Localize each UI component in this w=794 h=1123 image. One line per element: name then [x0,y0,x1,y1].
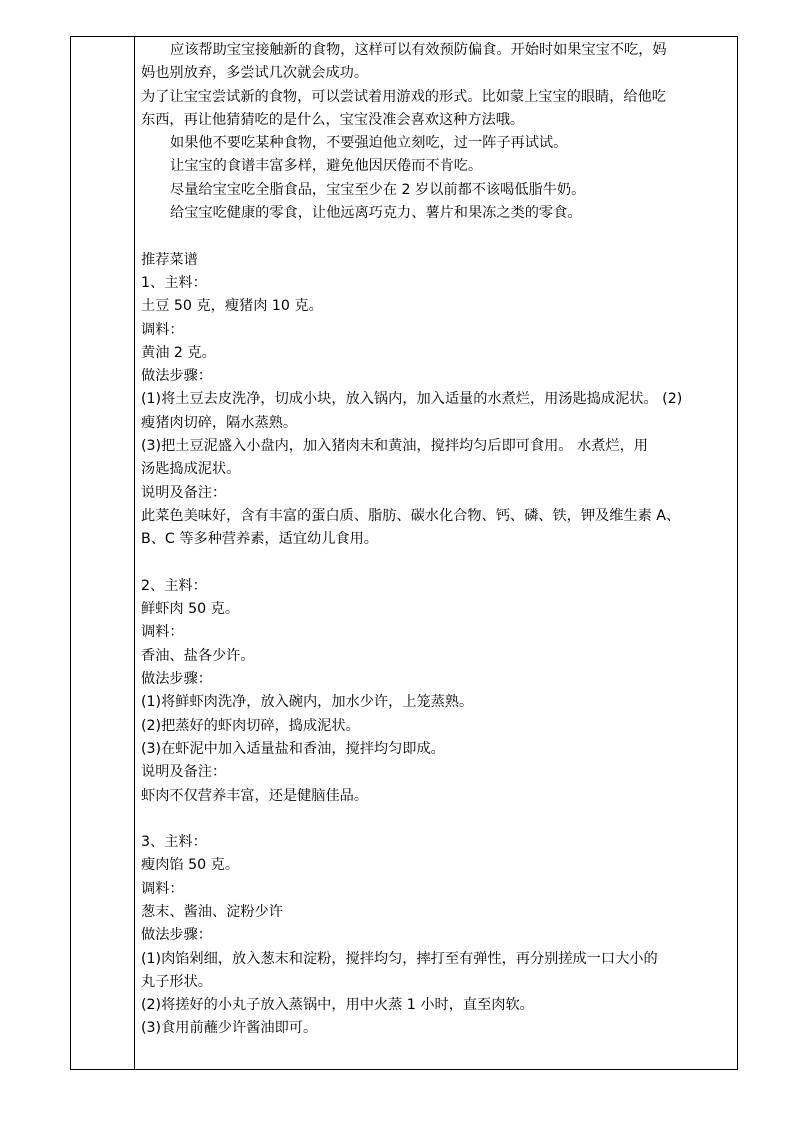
intro-line: 让宝宝的食谱丰富多样，避免他因厌倦而不肯吃。 [170,158,483,175]
recipe2-line: 虾肉不仅营养丰富，还是健脑佳品。 [141,787,369,804]
recipe2-line: 2、主料： [141,577,207,594]
recipe2-line: (3)在虾泥中加入适量盐和香油，搅拌均匀即成。 [141,740,445,757]
intro-line: 应该帮助宝宝接触新的食物，这样可以有效预防偏食。开始时如果宝宝不吃，妈 [170,42,667,58]
spacer [141,808,731,831]
recipe2-line: (2)把蒸好的虾肉切碎，捣成泥状。 [141,717,360,734]
recipe1-line: B、C 等多种营养素，适宜幼儿食用。 [141,531,378,548]
recipe3-line: 调料： [141,880,184,897]
recipe3-line: 瘦肉馅 50 克。 [141,857,240,874]
recipe3-line: (2)将搓好的小丸子放入蒸锅中，用中火蒸 1 小时，直至肉软。 [141,997,534,1014]
recipe1-line: (1)将土豆去皮洗净，切成小块，放入锅内，加入适量的水煮烂，用汤匙捣成泥状。 (2) [141,391,683,408]
recipe1-line: 1、主料： [141,274,207,291]
recipe2-line: (1)将鲜虾肉洗净，放入碗内，加水少许，上笼蒸熟。 [141,694,474,711]
content-cell [135,37,737,1069]
recipe2-line: 说明及备注： [141,764,227,781]
recipe2-line: 调料： [141,624,184,641]
spacer [141,552,731,575]
recipe2-line: 做法步骤： [141,671,212,688]
intro-line: 如果他不要吃某种食物，不要强迫他立刻吃，过一阵子再试试。 [170,135,568,152]
recipe3-line: 丸子形状。 [141,973,212,990]
intro-line: 妈也别放弃，多尝试几次就会成功。 [141,65,369,82]
recipe1-line: (3)把土豆泥盛入小盘内，加入猪肉末和黄油，搅拌均匀后即可食用。 水煮烂，用 [141,438,648,455]
intro-line: 为了让宝宝尝试新的食物，可以尝试着用游戏的形式。比如蒙上宝宝的眼睛，给他吃 [141,88,666,105]
recipe3-line: 做法步骤： [141,927,212,944]
recipe1-line: 做法步骤： [141,368,212,385]
recipe1-line: 调料： [141,321,184,338]
recipe2-line: 鲜虾肉 50 克。 [141,601,240,618]
intro-line: 尽量给宝宝吃全脂食品，宝宝至少在 2 岁以前都不该喝低脂牛奶。 [170,181,586,198]
spacer [141,225,731,248]
recipe1-line: 此菜色美味好，含有丰富的蛋白质、脂肪、碳水化合物、钙、磷、铁，钾及维生素 A、 [141,507,681,524]
left-column [71,37,135,1069]
intro-line: 东西，再让他猜猜吃的是什么，宝宝没准会喜欢这种方法哦。 [141,111,525,128]
recipe3-line: 葱末、酱油、淀粉少许 [141,903,283,920]
recipe1-line: 黄油 2 克。 [141,344,216,361]
recipe1-line: 瘦猪肉切碎，隔水蒸熟。 [141,414,298,431]
recipe1-line: 汤匙捣成泥状。 [141,461,241,478]
intro-line: 给宝宝吃健康的零食，让他远离巧克力、薯片和果冻之类的零食。 [170,205,582,222]
recipe1-line: 土豆 50 克，瘦猪肉 10 克。 [141,298,323,315]
document-table [70,36,738,1070]
recipe2-line: 香油、盐各少许。 [141,647,255,664]
section-title: 推荐菜谱 [141,251,198,268]
recipe3-line: 3、主料： [141,834,207,851]
recipe1-line: 说明及备注： [141,484,227,501]
recipe3-line: (3)食用前蘸少许酱油即可。 [141,1020,318,1037]
recipe3-line: (1)肉馅剁细，放入葱末和淀粉，搅拌均匀，摔打至有弹性，再分别搓成一口大小的 [141,950,658,967]
